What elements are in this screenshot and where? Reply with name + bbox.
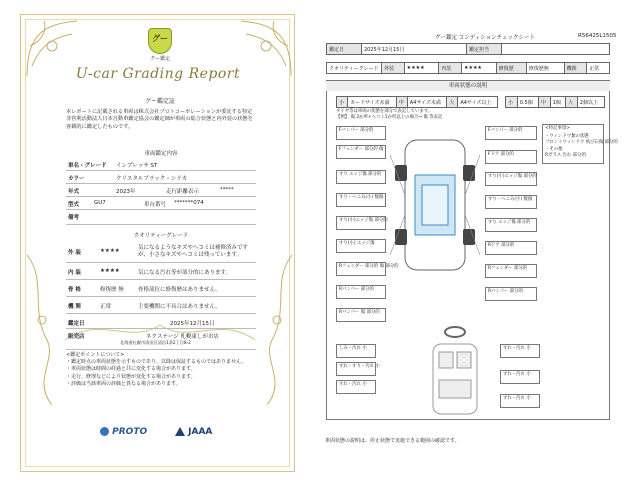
interior-desc: 気になる汚れ等が部分的にあります。: [138, 270, 232, 276]
damage-label: Rバンパー 傷 部分的: [339, 310, 380, 315]
damage-box-left: [336, 216, 386, 230]
damage-box-left: [336, 308, 386, 322]
damage-label: すり・へこみ(小) 数個: [488, 197, 533, 202]
grade-repair-label: 修復歴: [496, 63, 526, 74]
grade-interior-label: 内装: [439, 63, 462, 74]
vehicle-section-heading: 車両鑑定内容: [144, 151, 178, 157]
damage-label: Rドア 部分的: [488, 243, 515, 248]
special-note: ・その他: [545, 147, 563, 152]
damage-box-left: [336, 285, 386, 299]
damage-box-right: [485, 195, 537, 209]
badge-text: グー: [152, 34, 168, 43]
model-value: インプレッサ ST: [116, 163, 158, 169]
row-date: [66, 316, 256, 329]
engine-grade: 正常: [100, 304, 112, 310]
damage-label: Rフェンダー 部分的: [488, 266, 528, 271]
row-type: [66, 197, 256, 210]
sheet-title: グー鑑定 コンディションチェックシート: [434, 35, 536, 41]
interior-damage-label: すれ・汚れ 小: [503, 372, 531, 377]
damage-box-right: [485, 287, 537, 301]
damage-label: Fバンパー 部分的: [488, 128, 523, 133]
type-value: GU7: [94, 200, 106, 206]
legend-note-example: 【例】 傷 2か所+ヘコミ1か所以上の場合→ 傷 等表記: [336, 115, 443, 120]
proto-mark-icon: [100, 427, 109, 436]
damage-box-right: [485, 126, 537, 140]
damage-box-right: [485, 241, 537, 255]
note-line: ・車両状態は時間の経過と共に変化する場合があります。: [66, 366, 196, 373]
sheet-date-label: 鑑定日: [327, 44, 362, 55]
quality-row-engine: [66, 297, 256, 314]
size-l-label: 大: [447, 97, 458, 108]
engine-label: 機 関: [68, 304, 81, 310]
model-label: 車名・グレード: [68, 163, 107, 169]
mileage-value: *****: [220, 187, 234, 193]
shop-value: ネクステージ 札幌東しがお店: [146, 334, 219, 340]
frame-grade: 修復歴 無: [100, 287, 124, 293]
special-note: フロントウィンドウ 飛び石傷 部分的: [545, 140, 618, 145]
damage-label: Fフェンダー 部分的 傷: [339, 147, 384, 152]
notes-heading: <鑑定ポイントについて>: [66, 352, 125, 358]
sheet-code: R56425L1505: [578, 33, 617, 39]
sheet-date-value: 2025年12月15日: [362, 44, 467, 55]
condition-check-sheet: [320, 0, 640, 480]
grade-repair-value: 修復歴無: [526, 63, 564, 74]
special-notes-box: [542, 124, 618, 164]
year-value: 2023年: [116, 189, 136, 195]
interior-diagram: [425, 322, 485, 418]
damage-box-right: [485, 150, 537, 164]
size-s-label: 小: [337, 97, 348, 108]
shop-label: 販売店: [68, 334, 85, 340]
type-label: 型式: [68, 202, 80, 208]
size-m-label: 中: [396, 97, 407, 108]
grade-interior-value: ★★★★: [461, 63, 496, 74]
legend-note: タイヤ等は車両の状態を部分で表記しています。: [336, 109, 433, 114]
special-note: ・ウィンドウ類の状態: [545, 134, 589, 139]
damage-label: Rフェンダー 部分的 傷 部分的: [339, 264, 399, 269]
engine-desc: 主要機関に不具合はありません。: [138, 304, 221, 310]
count-m-label: 中: [538, 97, 550, 108]
inspector-value: [502, 44, 610, 55]
count-legend-table: [505, 96, 605, 108]
interior-box: [336, 380, 376, 394]
interior-box: [500, 394, 540, 408]
interior-box: [336, 344, 376, 358]
sheet-grade-label: クオリティーグレード: [327, 63, 382, 74]
condition-heading: 車両状態の説明: [326, 81, 610, 91]
grade-engine-value: 正常: [587, 63, 610, 74]
inspector-label: 鑑定担当: [467, 44, 502, 55]
goo-kantei-badge: [148, 28, 172, 62]
damage-label: Fドア 部分的: [488, 152, 514, 157]
quality-row-exterior: [66, 242, 256, 263]
color-value: クリスタルブラック・シリカ: [116, 176, 188, 182]
certificate-notes: [66, 352, 256, 388]
interior-box: [336, 362, 380, 376]
badge-label: グー鑑定: [149, 56, 170, 62]
damage-label: すり エッジ傷 部分的: [339, 172, 382, 177]
row-remarks: [66, 210, 256, 225]
exterior-label: 外 装: [68, 250, 81, 256]
grade-engine-label: 機関: [564, 63, 587, 74]
cert-date-label: 鑑定日: [68, 321, 85, 327]
damage-box-left: [336, 262, 399, 276]
interior-damage-label: すれ・汚れ 小: [339, 382, 367, 387]
frame-desc: 骨格部位に修復歴はありません。: [138, 287, 221, 293]
damage-label: すり エッジ傷 部分的: [488, 220, 531, 225]
remarks-label: 備考: [68, 215, 80, 221]
count-s-value: 0.5個: [517, 97, 538, 108]
damage-box-right: [485, 264, 537, 278]
special-notes-title: <特記事項>: [545, 126, 570, 131]
exterior-stars: ★★★★: [100, 248, 120, 254]
exterior-desc: 気になるようなキズやヘコミは補修済みですが、小さなキズやヘコミは残っています。: [138, 245, 248, 258]
damage-label: すり・へこみ(小) 数個: [339, 195, 384, 200]
chassis-label: 車台番号: [144, 202, 167, 208]
damage-label: すり(小) エッジ傷: [339, 241, 375, 246]
damage-box-right: [485, 218, 537, 232]
note-line: ・評価は当該車両の評価と異なる場合があります。: [66, 380, 181, 387]
sheet-footer: 車両状態の説明は、停止状態で実施できる範囲の確認です。: [325, 438, 460, 444]
color-label: カラー: [68, 176, 85, 182]
interior-damage-label: すれ・汚れ 小: [503, 346, 531, 351]
interior-damage-label: すれ・すり・汚れ 小: [339, 364, 380, 369]
proto-logo: [100, 427, 147, 437]
damage-label: Rバンパー 部分的: [488, 289, 523, 294]
quality-row-interior: [66, 263, 256, 280]
certificate-intro: 本レポートに記載される車両は株式会社プロトコーポレーションが委託する特定非営利活動法人日本自動車鑑定協会の鑑定師が車両の総合状態と内外装の状態を客観的に鑑定したものです。: [66, 109, 253, 130]
quality-row-frame: [66, 280, 256, 297]
certificate-subtitle: グー鑑定証: [144, 98, 175, 105]
interior-stars: ★★★★: [100, 268, 120, 274]
row-color: [66, 171, 256, 184]
damage-box-right: [485, 172, 537, 186]
count-m-value: 1個: [550, 97, 565, 108]
damage-label: すり(小)エッジ傷 部分的: [488, 174, 537, 179]
year-label: 年式: [68, 189, 80, 195]
grade-exterior-value: ★★★★: [404, 63, 439, 74]
jaaa-logo-text: JAAA: [188, 427, 213, 437]
jaaa-logo: [175, 427, 212, 437]
size-legend-table: [336, 96, 498, 108]
sheet-grade-table: [326, 62, 610, 74]
damage-label: すり(小)エッジ傷 部分的: [339, 218, 388, 223]
car-top-view-diagram: [390, 135, 480, 275]
interior-label: 内 装: [68, 270, 81, 276]
count-s-label: 小: [506, 97, 518, 108]
jaaa-mark-icon: [175, 427, 185, 436]
note-line: ・走行、修理などにより状態が変化する場合があります。: [66, 373, 196, 380]
damage-box-left: [336, 239, 386, 253]
row-year: [66, 184, 256, 197]
row-model: [66, 158, 256, 171]
count-l-value: 2個以上: [577, 97, 604, 108]
count-l-label: 大: [566, 97, 578, 108]
damage-label: Fバンパー 部分的: [339, 128, 374, 133]
shop-address: 北海道札幌市清田区清田1条2丁目8-2: [120, 340, 191, 345]
logo-bar: [100, 427, 250, 441]
size-s-value: カードサイズ未満: [347, 97, 396, 108]
sheet-date-table: [326, 43, 610, 55]
damage-label: Rバンパー 部分的: [339, 287, 374, 292]
certificate-title: U-car Grading Report: [75, 66, 241, 82]
interior-box: [500, 370, 540, 384]
damage-box-left: [336, 126, 386, 140]
row-shop: [66, 329, 256, 350]
cert-date-value: 2025年12月15日: [170, 321, 215, 327]
quality-section-heading: クオリティーグレード: [133, 233, 189, 239]
interior-box: [500, 344, 540, 358]
size-l-value: A4サイズ以上: [458, 97, 498, 108]
special-note: Rガラス 汚れ 部分的: [545, 153, 586, 158]
proto-logo-text: PROTO: [112, 427, 148, 437]
interior-damage-label: すれ・汚れ 小: [503, 396, 531, 401]
grade-exterior-label: 外装: [382, 63, 405, 74]
frame-label: 骨 格: [68, 287, 81, 293]
damage-box-left: [336, 145, 386, 159]
size-m-value: A4サイズ未満: [407, 97, 447, 108]
damage-box-left: [336, 193, 386, 207]
mileage-label: 走行距離表示: [166, 189, 200, 195]
damage-box-left: [336, 170, 386, 184]
chassis-value: *******074: [174, 200, 204, 206]
interior-damage-label: しみ・汚れ 小: [339, 346, 367, 351]
note-line: ・鑑定時点の車両状態を示すものであり、以降は保証するものではありません。: [66, 359, 247, 366]
